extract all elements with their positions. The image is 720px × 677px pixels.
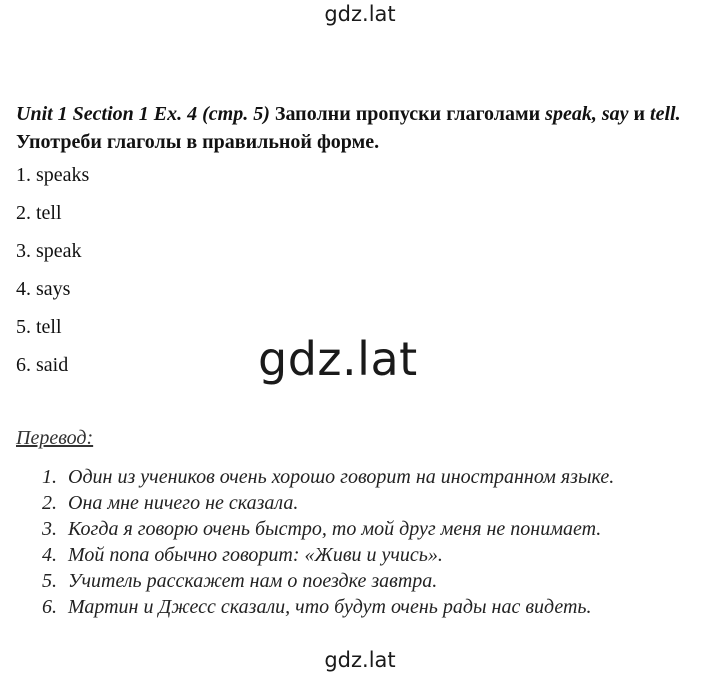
watermark-top: gdz.lat — [324, 2, 396, 26]
answer-item: 4. says — [16, 278, 71, 300]
answer-item: 2. tell — [16, 202, 62, 224]
translation-item — [42, 490, 614, 516]
translation-item — [42, 516, 614, 542]
translation-number: 2. — [42, 492, 57, 514]
answers-list — [16, 162, 89, 390]
translation-text: Когда я говорю очень быстро, то мой друг меня не понимает. — [68, 518, 602, 540]
translation-number: 3. — [42, 518, 57, 540]
translation-text: Учитель расскажет нам о поездке завтра. — [68, 570, 438, 592]
task-text-part1: Заполни пропуски глаголами — [269, 103, 546, 125]
answer-item: 6. said — [16, 354, 69, 376]
exercise-reference: Unit 1 Section 1 Ex. 4 (стр. 5) — [16, 103, 270, 125]
answer-item: 5. tell — [16, 316, 62, 338]
translation-item — [42, 542, 614, 568]
translation-number: 6. — [42, 596, 57, 618]
watermark-middle: gdz.lat — [258, 332, 418, 386]
translation-list — [42, 464, 614, 620]
task-text-and: и — [628, 103, 651, 125]
translation-text: Один из учеников очень хорошо говорит на иностранном языке. — [68, 466, 615, 488]
translation-text: Она мне ничего не сказала. — [68, 492, 299, 514]
answer-item: 1. speaks — [16, 164, 90, 186]
task-statement — [16, 100, 706, 156]
task-text-part2: Употреби глаголы в правильной форме. — [16, 131, 380, 153]
translation-item — [42, 594, 614, 620]
task-verb-tell: tell. — [650, 103, 681, 125]
task-verbs-speak-say: speak, say — [545, 103, 629, 125]
watermark-bottom: gdz.lat — [324, 648, 396, 672]
translation-text: Мой попа обычно говорит: «Живи и учись». — [68, 544, 443, 566]
translation-number: 5. — [42, 570, 57, 592]
translation-text: Мартин и Джесс сказали, что будут очень рады нас видеть. — [68, 596, 592, 618]
translation-number: 1. — [42, 466, 57, 488]
translation-item — [42, 464, 614, 490]
translation-item — [42, 568, 614, 594]
translation-title: Перевод: — [16, 427, 94, 449]
translation-number: 4. — [42, 544, 57, 566]
answer-item: 3. speak — [16, 240, 82, 262]
